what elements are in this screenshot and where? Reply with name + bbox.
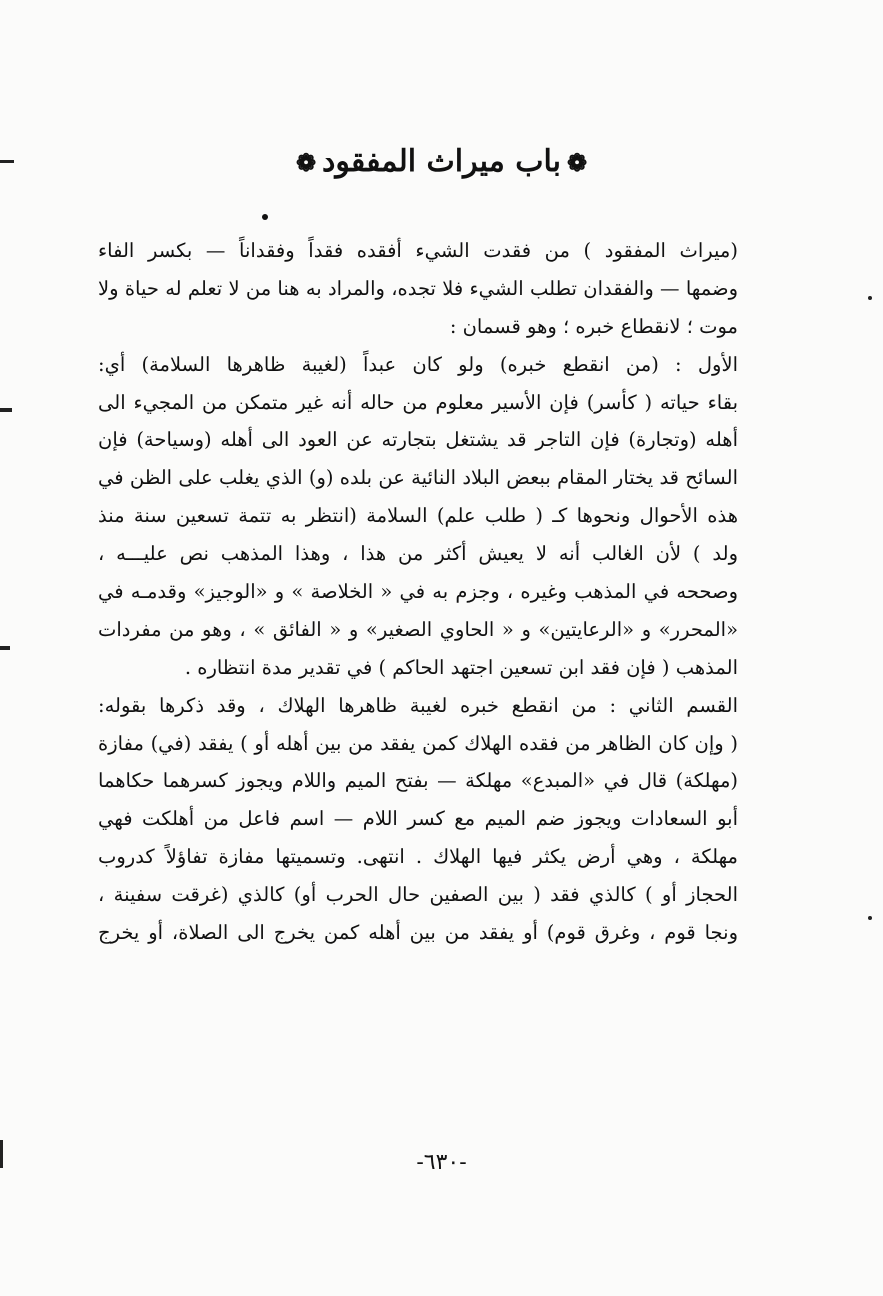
title-text: باب ميراث المفقود <box>322 144 561 179</box>
title-ornament-right: ❁ <box>566 148 588 177</box>
text-line: مهلكة ، وهي أرض يكثر فيها الهلاك . انتهى. وتسميتها مفازة تفاؤلاً كدروب <box>98 845 738 869</box>
text-line: السائح قد يختار المقام ببعض البلاد النائية عن بلده (و) الذي يغلب على الظن في <box>98 466 738 490</box>
body-text <box>98 232 738 952</box>
margin-mark <box>0 160 14 163</box>
text-line: «المحرر» و «الرعايتين» و « الحاوي الصغير» و « الفائق » ، وهو من مفردات <box>98 617 738 641</box>
margin-mark <box>868 296 872 300</box>
margin-mark <box>868 916 872 920</box>
title-ornament-left: ❁ <box>295 148 317 177</box>
margin-mark <box>0 1140 3 1168</box>
text-line: الأول : (من انقطع خبره) ولو كان عبداً (لغيبة ظاهرها السلامة) أي: <box>98 352 738 376</box>
text-line: (مهلكة) قال في «المبدع» مهلكة — بفتح الميم واللام ويجوز كسرهما حكاهما <box>98 769 738 793</box>
text-line: ونجا قوم ، وغرق قوم) أو يفقد من بين أهله كمن يخرج الى الصلاة، أو يخرج <box>98 921 738 945</box>
text-line: أهله (وتجارة) فإن التاجر قد يشتغل بتجارته عن العود الى أهله (وسياحة) فإن <box>98 428 738 452</box>
text-line: موت ؛ لانقطاع خبره ؛ وهو قسمان : <box>449 314 738 338</box>
page-title <box>0 132 883 193</box>
text-line: وصححه في المذهب وغيره ، وجزم به في « الخلاصة » و «الوجيز» وقدمـه في <box>98 580 738 604</box>
text-line: ولد ) لأن الغالب أنه لا يعيش أكثر من هذا ، وهذا المذهب نص عليـــه ، <box>98 542 738 566</box>
text-line: المذهب ( فإن فقد ابن تسعين اجتهد الحاكم ) في تقدير مدة انتظاره . <box>184 655 738 679</box>
text-line: القسم الثاني : من انقطع خبره لغيبة ظاهرها الهلاك ، وقد ذكرها بقوله: <box>98 693 738 717</box>
text-line: أبو السعادات ويجوز ضم الميم مع كسر اللام — اسم فاعل من أهلكت فهي <box>98 807 738 831</box>
page-number: -٦٣٠- <box>416 1150 467 1175</box>
text-line: الحجاز أو ) كالذي فقد ( بين الصفين حال الحرب أو) كالذي (غرقت سفينة ، <box>98 883 738 907</box>
text-line: بقاء حياته ( كأسر) فإن الأسير معلوم من حاله أنه غير متمكن من المجيء الى <box>98 390 738 414</box>
margin-mark <box>0 408 12 412</box>
text-line: وضمها — والفقدان تطلب الشيء فلا تجده، والمراد به هنا من لا تعلم له حياة ولا <box>98 276 738 300</box>
margin-mark <box>0 646 10 650</box>
text-line: ( وإن كان الظاهر من فقده الهلاك كمن يفقد من بين أهله أو ) يفقد (في) مفازة <box>98 731 738 755</box>
text-line: هذه الأحوال ونحوها كـ ( طلب علم) السلامة (انتظر به تتمة تسعين سنة منذ <box>98 504 738 528</box>
ink-dot <box>262 214 268 220</box>
text-line: (ميراث المفقود ) من فقدت الشيء أفقده فقداً وفقداناً — بكسر الفاء <box>98 239 738 262</box>
